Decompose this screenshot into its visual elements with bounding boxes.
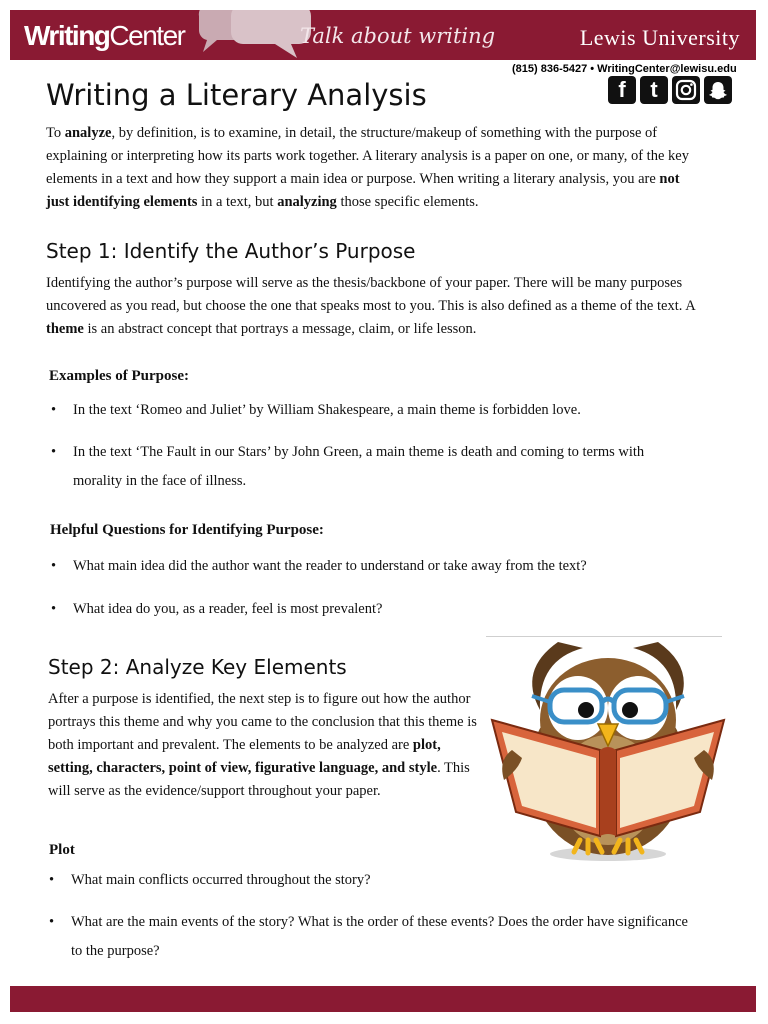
owl-reading-book-illustration <box>488 640 728 865</box>
divider <box>486 636 722 637</box>
instagram-icon[interactable] <box>672 76 700 104</box>
page-title: Writing a Literary Analysis <box>46 78 427 112</box>
footer-band <box>10 986 756 1012</box>
list-item: • What idea do you, as a reader, feel is most prevalent? <box>73 595 693 624</box>
plot-heading: Plot <box>49 842 75 858</box>
facebook-icon[interactable]: f <box>608 76 636 104</box>
step2-paragraph: After a purpose is identified, the next step is to figure out how the author portrays this theme and why you came to the conclusion that this theme is both important and prevalent. The elements to be analyzed are plot, setting, characters, point of view, figurative language, and style. This will serve as the evidence/support throughout your paper. <box>48 691 477 799</box>
writing-center-logo: WritingCenter <box>24 20 185 51</box>
bullet-icon: • <box>51 601 57 617</box>
list-item: • In the text ‘Romeo and Juliet’ by William Shakespeare, a main theme is forbidden love. <box>73 396 693 425</box>
bullet-icon: • <box>49 872 55 888</box>
bullet-icon: • <box>49 914 55 930</box>
bullet-icon: • <box>51 558 57 574</box>
instagram-glyph <box>675 79 697 101</box>
questions-heading: Helpful Questions for Identifying Purpose: <box>50 522 324 538</box>
speech-bubbles-icon <box>195 10 315 60</box>
step1-paragraph: Identifying the author’s purpose will serve as the thesis/backbone of your paper. There will be many purposes uncovered as you read, but choose the one that speaks most to you. This is also defined as a theme of the text. A theme is an abstract concept that portrays a message, claim, or life lesson. <box>46 275 695 337</box>
tagline: Talk about writing <box>300 24 496 48</box>
list-item: • What main idea did the author want the reader to understand or take away from the text? <box>73 552 693 581</box>
social-icons <box>608 76 732 104</box>
twitter-icon[interactable]: t <box>640 76 668 104</box>
snapchat-icon[interactable] <box>704 76 732 104</box>
examples-heading: Examples of Purpose: <box>49 368 189 384</box>
list-item: • What main conflicts occurred throughout the story? <box>71 866 691 895</box>
snapchat-ghost-glyph <box>707 79 729 101</box>
bullet-icon: • <box>51 444 57 460</box>
university-name: Lewis University <box>579 25 740 50</box>
contact-info[interactable]: (815) 836-5427 • WritingCenter@lewisu.edu <box>512 63 737 75</box>
list-item: • In the text ‘The Fault in our Stars’ by John Green, a main theme is death and coming to terms with morality in the face of illness. <box>73 438 693 496</box>
bullet-icon: • <box>51 402 57 418</box>
list-item: • What are the main events of the story? What is the order of these events? Does the order have significance to the purpose? <box>71 908 691 966</box>
step2-heading: Step 2: Analyze Key Elements <box>48 655 347 679</box>
intro-paragraph: To analyze, by definition, is to examine, in detail, the structure/makeup of something with the purpose of explaining or interpreting how its parts work together. A literary analysis is a paper on one, or many, of the key elements in a text and how they support a main idea or purpose. When writing a literary analysis, you are not just identifying elements in a text, but analyzing those specific elements. <box>46 125 689 210</box>
header-banner <box>10 10 756 60</box>
step1-heading: Step 1: Identify the Author’s Purpose <box>46 239 416 263</box>
